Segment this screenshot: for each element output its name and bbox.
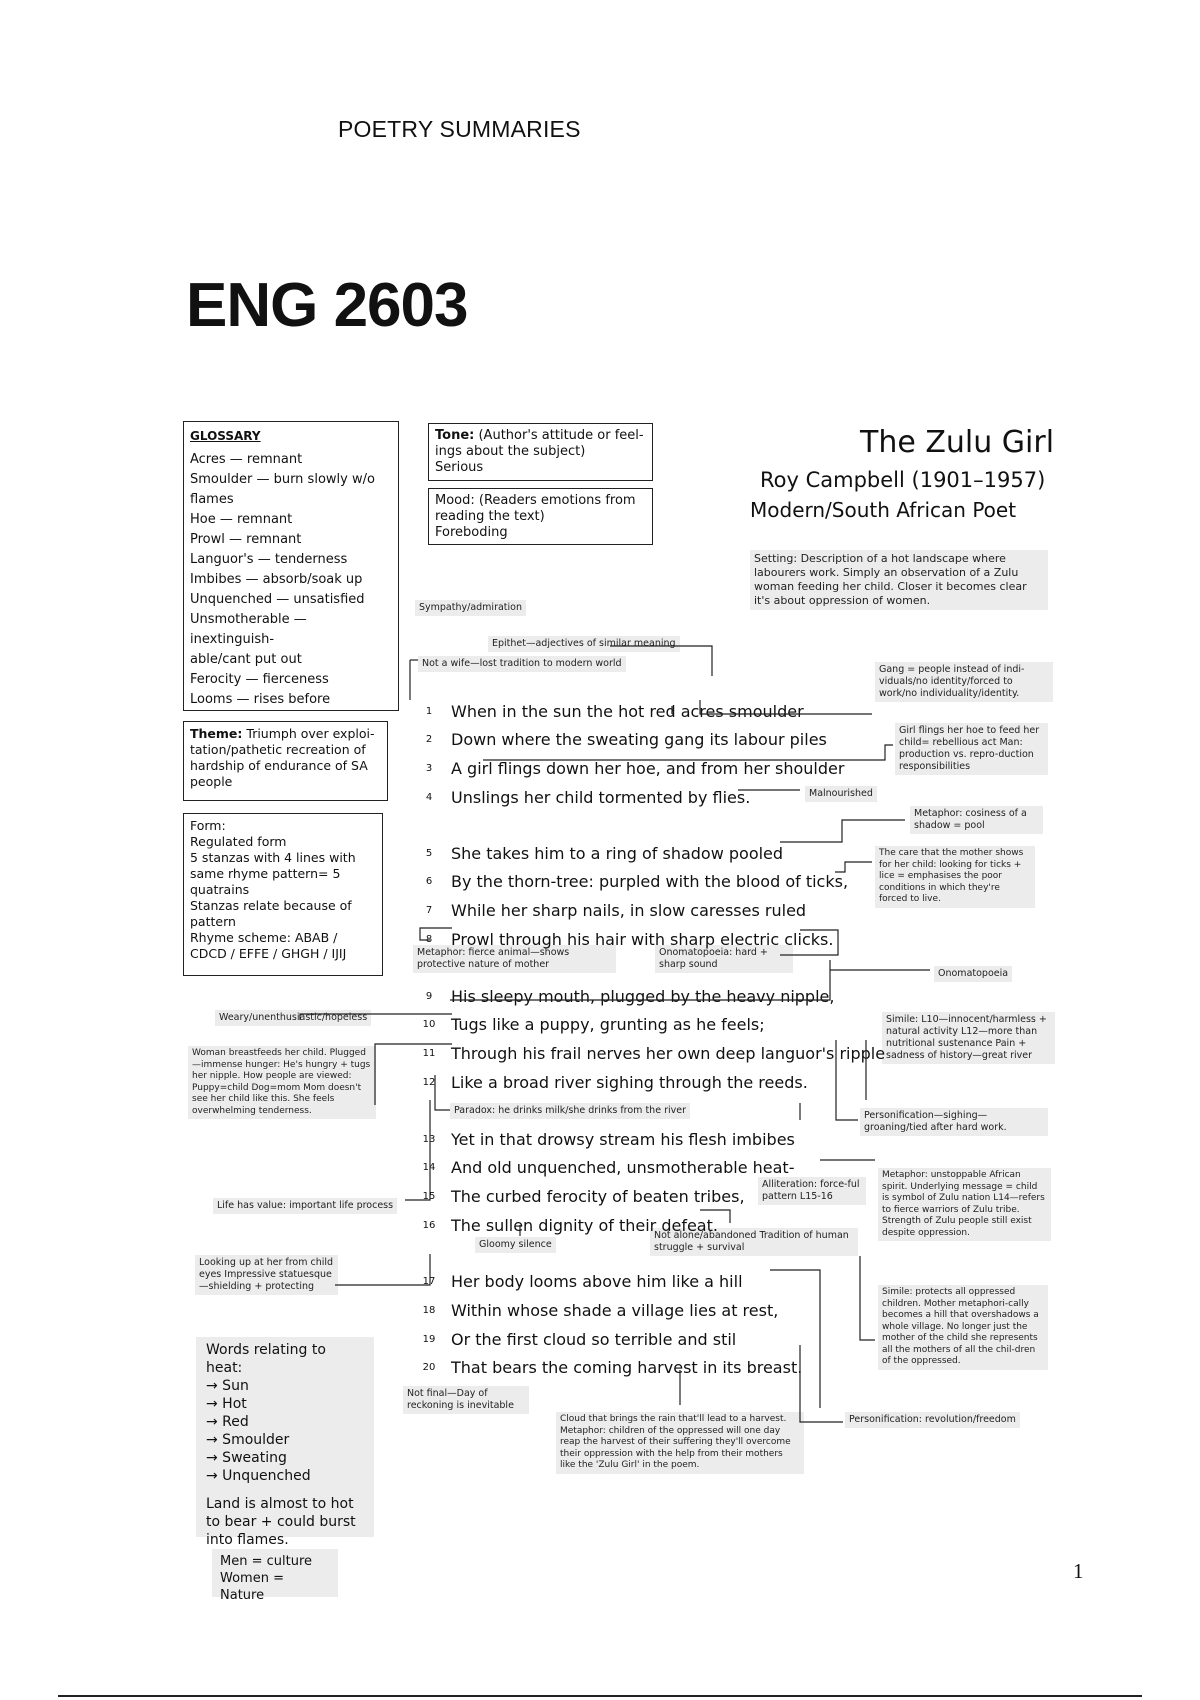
line-number: 12	[422, 1077, 436, 1088]
cloud-note: Cloud that brings the rain that'll lead to a harvest. Metaphor: children of the oppressed will one day reap the harvest of their suffering they'll overcome their oppression with the help from their mothers like the 'Zulu Girl' in the poem.	[556, 1412, 804, 1474]
form-line: same rhyme pattern= 5	[190, 866, 341, 881]
not-alone-note: Not alone/abandoned Tradition of human struggle + survival	[650, 1228, 858, 1256]
poem-title: The Zulu Girl	[860, 425, 1055, 460]
poem-line: Her body looms above him like a hill	[451, 1272, 743, 1291]
mood-value: Foreboding	[435, 525, 508, 540]
poem-line: Unslings her child tormented by flies.	[451, 788, 751, 807]
not-final-note: Not final—Day of reckoning is inevitable	[403, 1386, 529, 1414]
weary-note: Weary/unenthusiastic/hopeless	[215, 1010, 371, 1026]
gang-note: Gang = people instead of indi-viduals/no identity/forced to work/no individuality/identity.	[875, 662, 1053, 702]
women-line: Women = Nature	[220, 1571, 284, 1603]
heat-words-title: Words relating to heat:	[206, 1342, 326, 1376]
line-number: 10	[422, 1019, 436, 1030]
form-line: Stanzas relate because of	[190, 898, 352, 913]
glossary-item: Ferocity — fierceness	[190, 672, 329, 687]
glossary-item: Imbibes — absorb/soak up	[190, 572, 363, 587]
not-wife-note: Not a wife—lost tradition to modern world	[418, 656, 626, 672]
poem-line: The curbed ferocity of beaten tribes,	[451, 1187, 745, 1206]
form-label: Form:	[190, 818, 226, 833]
heat-word: → Smoulder	[206, 1432, 290, 1448]
epithet-note: Epithet—adjectives of similar meaning	[488, 636, 680, 652]
form-line: quatrains	[190, 882, 250, 897]
poem-line: Prowl through his hair with sharp electric clicks.	[451, 930, 834, 949]
poem-line: Tugs like a puppy, grunting as he feels;	[451, 1015, 765, 1034]
line-number: 8	[425, 934, 433, 945]
looking-up-note: Looking up at her from child eyes Impressive statuesque—shielding + protecting	[195, 1255, 338, 1295]
theme-label: Theme:	[190, 726, 243, 741]
glossary-item: Hoe — remnant	[190, 512, 293, 527]
line-number: 11	[422, 1048, 436, 1059]
line-number: 20	[422, 1362, 436, 1373]
theme-text: Triumph over exploi-tation/pathetic recreation of hardship of endurance of SA people	[190, 726, 375, 789]
poem-line: She takes him to a ring of shadow pooled	[451, 844, 784, 863]
poem-author: Roy Campbell (1901–1957)	[760, 468, 1046, 492]
tone-label: Tone:	[435, 428, 475, 443]
form-line: pattern	[190, 914, 236, 929]
personification-sighing-note: Personification—sighing—groaning/tied after hard work.	[860, 1108, 1048, 1136]
line-number: 4	[425, 792, 433, 803]
line-number: 15	[422, 1191, 436, 1202]
line-number: 6	[425, 876, 433, 887]
tone-text: (Author's attitude or feel-ings about the subject)	[435, 428, 644, 459]
line-number: 7	[425, 905, 433, 916]
paradox-note: Paradox: he drinks milk/she drinks from the river	[450, 1103, 690, 1119]
men-line: Men = culture	[220, 1554, 313, 1569]
poem-line: Within whose shade a village lies at rest,	[451, 1301, 779, 1320]
poem-line: Yet in that drowsy stream his flesh imbibes	[451, 1130, 795, 1149]
line-number: 19	[422, 1334, 436, 1345]
course-code: ENG 2603	[186, 271, 468, 340]
gloomy-note: Gloomy silence	[475, 1237, 556, 1253]
malnourished-note: Malnourished	[805, 786, 877, 802]
poem-line: By the thorn-tree: purpled with the blood of ticks,	[451, 872, 849, 891]
line-number: 2	[425, 734, 433, 745]
poem-line: When in the sun the hot red acres smoulder	[451, 702, 804, 721]
poem-line: While her sharp nails, in slow caresses ruled	[451, 901, 807, 920]
glossary-item: Acres — remnant	[190, 452, 303, 467]
glossary-item: flames	[190, 492, 234, 507]
simile-hill-note: Simile: protects all oppressed children. Mother metaphori-cally becomes a hill that overshadows a whole village. No longer just the mother of the child she represents all the mothers of all the chil-dren of the oppressed.	[878, 1285, 1048, 1370]
tone-value: Serious	[435, 460, 484, 475]
heat-word: → Sweating	[206, 1450, 287, 1466]
line-number: 1	[425, 706, 433, 717]
line-number: 16	[422, 1220, 436, 1231]
life-value-note: Life has value: important life process	[213, 1198, 397, 1214]
simile-note: Simile: L10—innocent/harmless + natural activity L12—more than nutritional sustenance Pain + sadness of history—great river	[882, 1012, 1055, 1064]
glossary-item: Languor's — tenderness	[190, 552, 348, 567]
line-number: 18	[422, 1305, 436, 1316]
poem-line: Down where the sweating gang its labour piles	[451, 730, 827, 749]
setting-note: Setting: Description of a hot landscape where labourers work. Simply an observation of a Zulu woman feeding her child. Closer it becomes clear it's about oppression of women.	[750, 550, 1048, 610]
heat-word: → Unquenched	[206, 1468, 311, 1484]
poem-line: The sullen dignity of their defeat.	[451, 1216, 718, 1235]
glossary-item: able/cant put out	[190, 652, 302, 667]
form-line: Regulated form	[190, 834, 287, 849]
onomatopoeia-note: Onomatopoeia	[934, 966, 1012, 982]
breastfeeds-note: Woman breastfeeds her child. Plugged—immense hunger: He's hungry + tugs her nipple. How people are viewed: Puppy=child Dog=mom Mom doesn't see her child like this. She feels overwhelming tenderness.	[188, 1046, 376, 1119]
heat-word: → Hot	[206, 1396, 247, 1412]
running-header: POETRY SUMMARIES	[338, 116, 581, 142]
form-line: CDCD / EFFE / GHGH / IJIJ	[190, 946, 347, 961]
glossary-item: Looms — rises before	[190, 692, 331, 707]
form-line: Rhyme scheme: ABAB /	[190, 930, 338, 945]
alliteration-note: Alliteration: force-ful pattern L15-16	[758, 1177, 866, 1205]
form-line: 5 stanzas with 4 lines with	[190, 850, 356, 865]
poem-line: Like a broad river sighing through the reeds.	[451, 1073, 808, 1092]
care-note: The care that the mother shows for her child: looking for ticks + lice = emphasises the poor conditions in which they're forced to live.	[875, 846, 1035, 908]
mood-text: (Readers emotions from reading the text)	[435, 493, 636, 524]
poem-line: His sleepy mouth, plugged by the heavy nipple,	[451, 987, 835, 1006]
metaphor-spirit-note: Metaphor: unstoppable African spirit. Underlying message = child is symbol of Zulu nation L14—refers to fierce warriors of Zulu tribe. Strength of Zulu people still exist despite oppression.	[878, 1168, 1051, 1241]
glossary-item: Unquenched — unsatisfied	[190, 592, 365, 607]
glossary-item: Unsmotherable — inextinguish-	[190, 612, 307, 647]
line-number: 3	[425, 763, 433, 774]
mood-label: Mood:	[435, 493, 475, 508]
line-number: 17	[422, 1276, 436, 1287]
line-number: 14	[422, 1162, 436, 1173]
heat-word: → Sun	[206, 1378, 249, 1394]
poem-line: Through his frail nerves her own deep languor's ripple	[451, 1044, 886, 1063]
line-number: 9	[425, 991, 433, 1002]
glossary-item: Smoulder — burn slowly w/o	[190, 472, 375, 487]
poem-line: A girl flings down her hoe, and from her shoulder	[451, 759, 845, 778]
page-number: 1	[1073, 1559, 1084, 1583]
footer-rule	[58, 1695, 1142, 1697]
glossary-item: Prowl — remnant	[190, 532, 302, 547]
poem-line: Or the first cloud so terrible and stil	[451, 1330, 737, 1349]
line-number: 5	[425, 848, 433, 859]
poem-descriptor: Modern/South African Poet	[750, 498, 1017, 522]
poem-line: And old unquenched, unsmotherable heat-	[451, 1158, 795, 1177]
line-number: 13	[422, 1134, 436, 1145]
sympathy-note: Sympathy/admiration	[415, 600, 526, 616]
girl-flings-note: Girl flings her hoe to feed her child= rebellious act Man: production vs. repro-duction responsibilities	[895, 723, 1048, 775]
metaphor-animal-note: Metaphor: fierce animal—shows protective nature of mother	[413, 945, 616, 973]
heat-words-conclusion: Land is almost to hot to bear + could burst into flames.	[206, 1496, 356, 1548]
glossary-title: GLOSSARY	[190, 429, 261, 443]
heat-word: → Red	[206, 1414, 249, 1430]
onomatopoeia-hard-note: Onomatopoeia: hard + sharp sound	[655, 945, 793, 973]
personification-revolution-note: Personification: revolution/freedom	[845, 1412, 1020, 1428]
metaphor-shadow-note: Metaphor: cosiness of a shadow = pool	[910, 806, 1043, 834]
poem-line: That bears the coming harvest in its breast.	[451, 1358, 803, 1377]
